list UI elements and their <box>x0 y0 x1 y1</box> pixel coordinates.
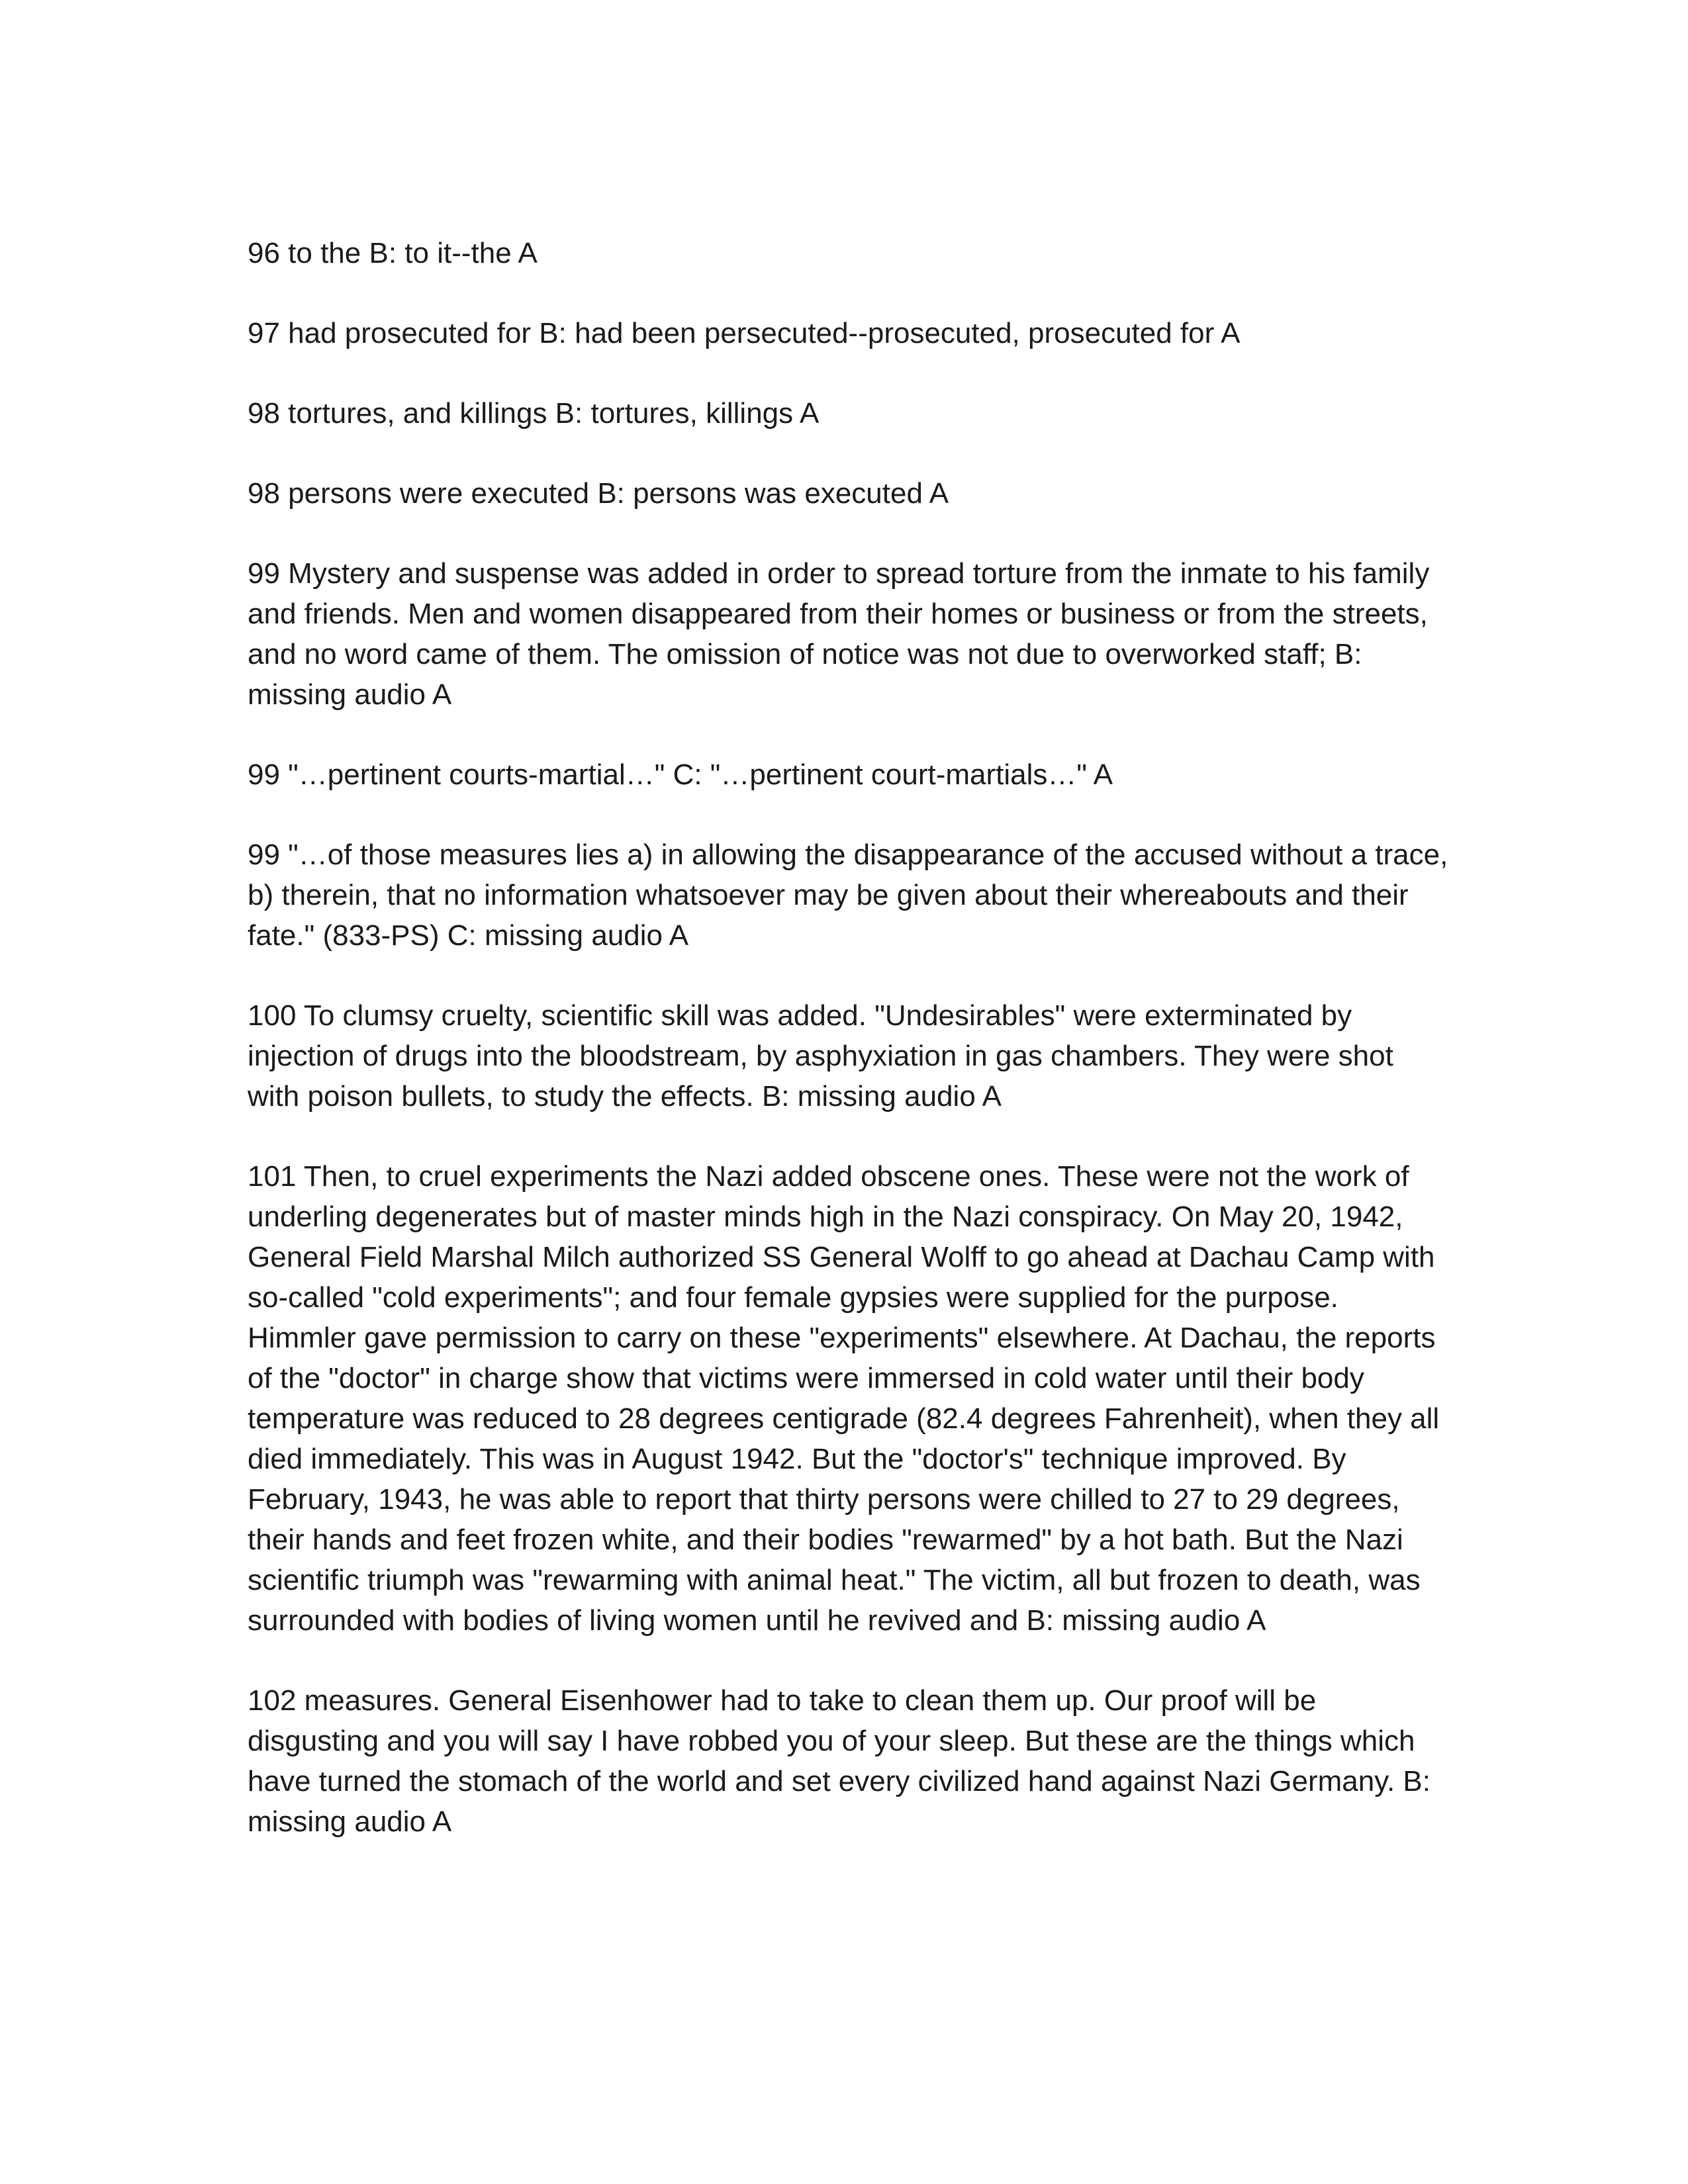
transcript-entry-99c: 99 "…of those measures lies a) in allowing the disappearance of the accused without a trace, b) therein, that no information whatsoever may be given about their whereabouts and their fate." (833-PS) C: missing audio A <box>248 839 1448 952</box>
transcript-entry-99a: 99 Mystery and suspense was added in order to spread torture from the inmate to his family and friends. Men and women disappeared from their homes or business or from the streets, and no word came of them. The omission of notice was not due to overworked staff; B: missing audio A <box>248 557 1430 711</box>
transcript-entry-97: 97 had prosecuted for B: had been persecuted--prosecuted, prosecuted for A <box>248 317 1241 349</box>
transcript-entry-101: 101 Then, to cruel experiments the Nazi added obscene ones. These were not the work of underling degenerates but of master minds high in the Nazi conspiracy. On May 20, 1942, General Field Marshal Milch authorized SS General Wolff to go ahead at Dachau Camp with so-called "cold experiments"; and four female gypsies were supplied for the purpose. Himmler gave permission to carry on these "experiments" elsewhere. At Dachau, the reports of the "doctor" in charge show that victims were immersed in cold water until their body temperature was reduced to 28 degrees centigrade (82.4 degrees Fahrenheit), when they all died immediately. This was in August 1942. But the "doctor's" technique improved. By February, 1943, he was able to report that thirty persons were chilled to 27 to 29 degrees, their hands and feet frozen white, and their bodies "rewarmed" by a hot bath. But the Nazi scientific triumph was "rewarming with animal heat." The victim, all but frozen to death, was surrounded with bodies of living women until he revived and B: missing audio A <box>248 1160 1440 1637</box>
transcript-entry-98a: 98 tortures, and killings B: tortures, killings A <box>248 397 820 430</box>
transcript-entry-96: 96 to the B: to it--the A <box>248 237 538 269</box>
transcript-entry-98b: 98 persons were executed B: persons was executed A <box>248 477 949 510</box>
transcript-entry-102: 102 measures. General Eisenhower had to take to clean them up. Our proof will be disgusting and you will say I have robbed you of your sleep. But these are the things which have turned the stomach of the world and set every civilized hand against Nazi Germany. B: missing audio A <box>248 1684 1431 1838</box>
document-page <box>248 233 1452 1882</box>
transcript-entry-100: 100 To clumsy cruelty, scientific skill was added. "Undesirables" were exterminated by injection of drugs into the bloodstream, by asphyxiation in gas chambers. They were shot with poison bullets, to study the effects. B: missing audio A <box>248 999 1393 1113</box>
transcript-entry-99b: 99 "…pertinent courts-martial…" C: "…pertinent court-martials…" A <box>248 758 1113 791</box>
